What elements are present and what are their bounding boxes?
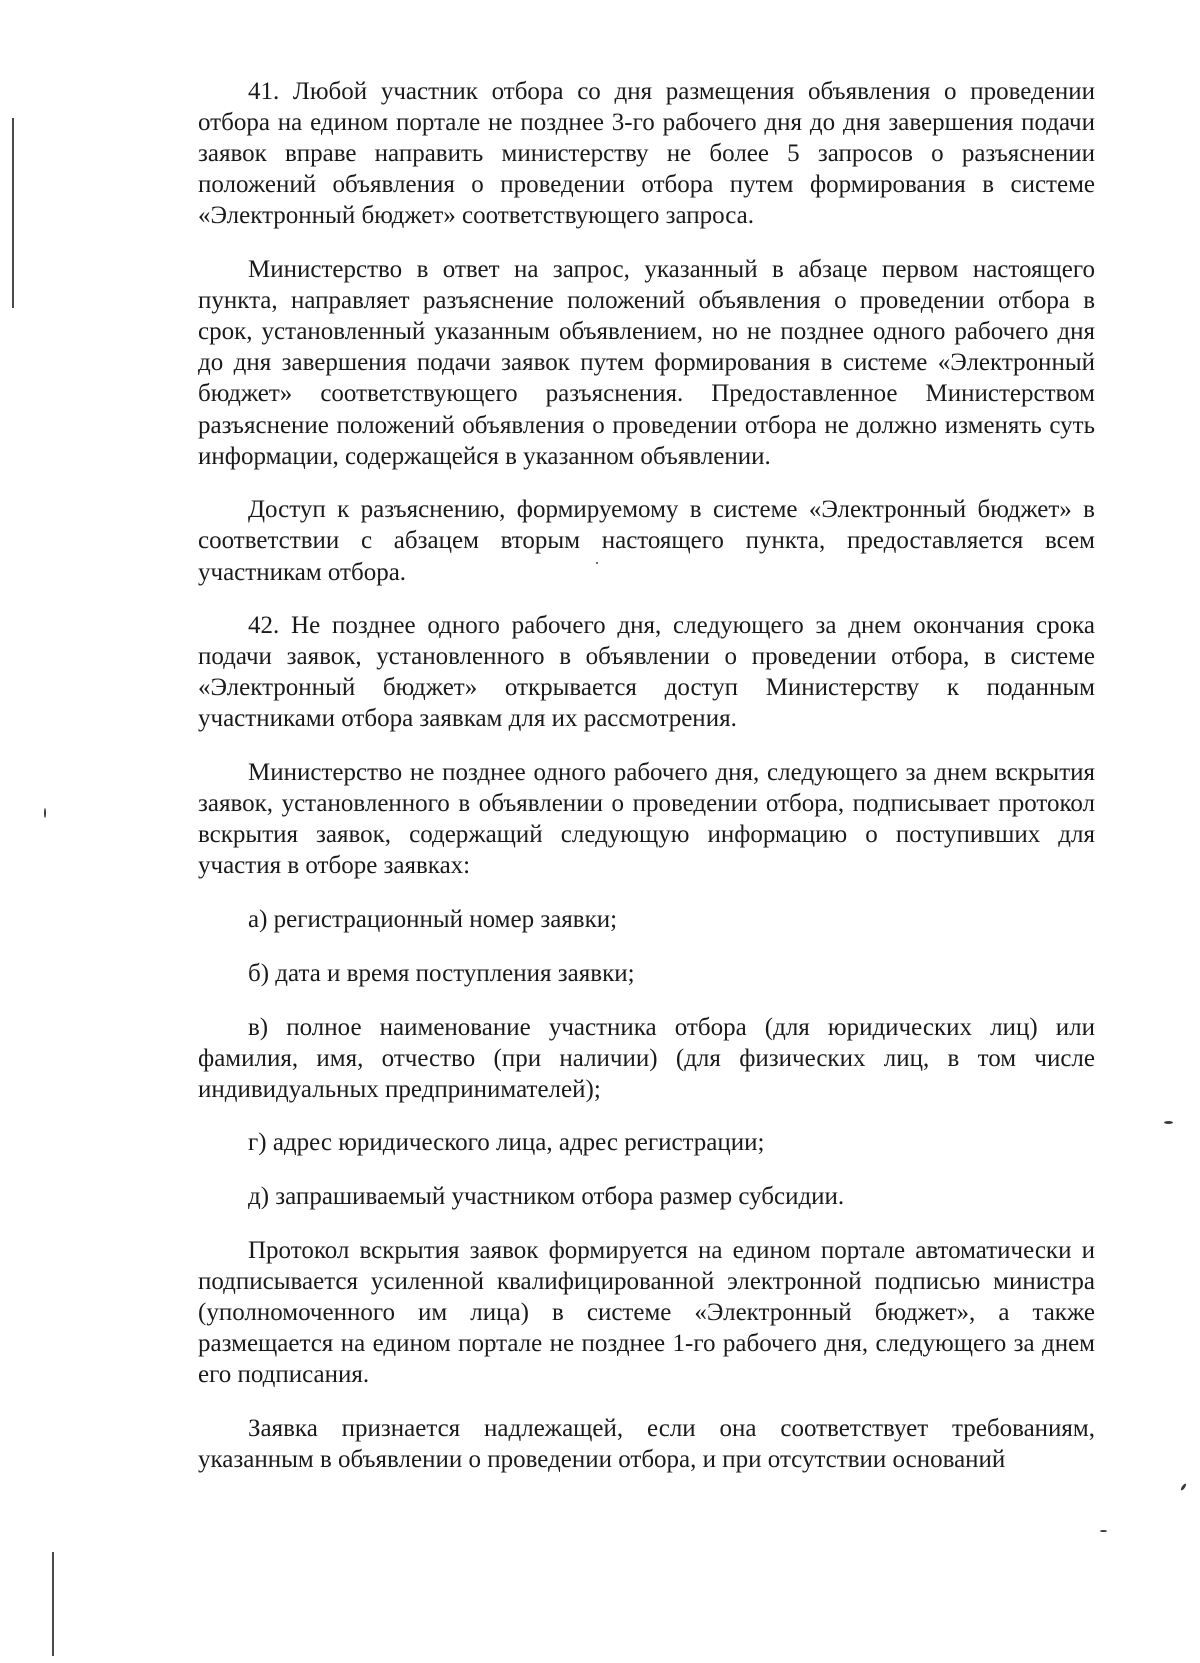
scan-margin-line-top [12, 118, 14, 308]
scan-speck [44, 808, 46, 818]
scan-speck [1180, 1483, 1187, 1491]
scan-margin-line-bottom [52, 1552, 54, 1656]
document-body [198, 76, 1095, 1498]
list-item-b: б) дата и время поступления заявки; [248, 959, 635, 987]
paragraph-protocol-formation: Протокол вскрытия заявок формируется на едином портале автоматически и подписывается усиленной квалифицированной электронной подписью министра (уполномоченного им лица) в системе «Электронный бюджет», а также размещается на едином портале не позднее 1-го рабочего дня, следующего за днем его подписания. [198, 1236, 1095, 1389]
paragraph-ministry-answer: Министерство в ответ на запрос, указанный в абзаце первом настоящего пункта, направляет разъяснение положений объявления о проведении отбора в срок, установленный указанным объявлением, но не позднее одного рабочего дня до дня завершения подачи заявок путем формирования в системе «Электронный бюджет» соответствующего разъяснения. Предоставленное Министерством разъяснение положений объявления о проведении отбора не должно изменять суть информации, содержащейся в указанном объявлении. [198, 256, 1095, 470]
paragraph-42-intro: 42. Не позднее одного рабочего дня, следующего за днем окончания срока подачи заявок, установленного в объявлении о проведении отбора, в системе «Электронный бюджет» открывается доступ Министерству к поданным участниками отбора заявкам для их рассмотрения. [198, 612, 1095, 733]
paragraph-access-clarification: Доступ к разъяснению, формируемому в системе «Электронный бюджет» в соответствии с абзацем вторым настоящего пункта, предоставляется всем участникам отбора. [198, 496, 1095, 586]
scan-speck [1100, 1530, 1107, 1532]
paragraph-ministry-protocol: Министерство не позднее одного рабочего дня, следующего за днем вскрытия заявок, установленного в объявлении о проведении отбора, подписывает протокол вскрытия заявок, содержащий следующую информацию о поступивших для участия в отборе заявках: [198, 759, 1095, 880]
list-item-v: в) полное наименование участника отбора (для юридических лиц) или фамилия, имя, отчество (при наличии) (для физических лиц, в том числе индивидуальных предпринимателей); [198, 1013, 1095, 1103]
list-item-g: г) адрес юридического лица, адрес регистрации; [248, 1129, 765, 1157]
list-item-a: а) регистрационный номер заявки; [248, 906, 618, 934]
paragraph-41-intro: 41. Любой участник отбора со дня размещения объявления о проведении отбора на едином портале не позднее 3-го рабочего дня до дня завершения подачи заявок вправе направить министерству не более 5 запросов о разъяснении положений объявления о проведении отбора путем формирования в системе «Электронный бюджет» соответствующего запроса. [198, 78, 1095, 230]
scan-speck [1164, 1121, 1173, 1124]
paragraph-application-proper: Заявка признается надлежащей, если она соответствует требованиям, указанным в объявлении о проведении отбора, и при отсутствии оснований [198, 1414, 1095, 1473]
list-item-d: д) запрашиваемый участником отбора размер субсидии. [248, 1183, 845, 1211]
